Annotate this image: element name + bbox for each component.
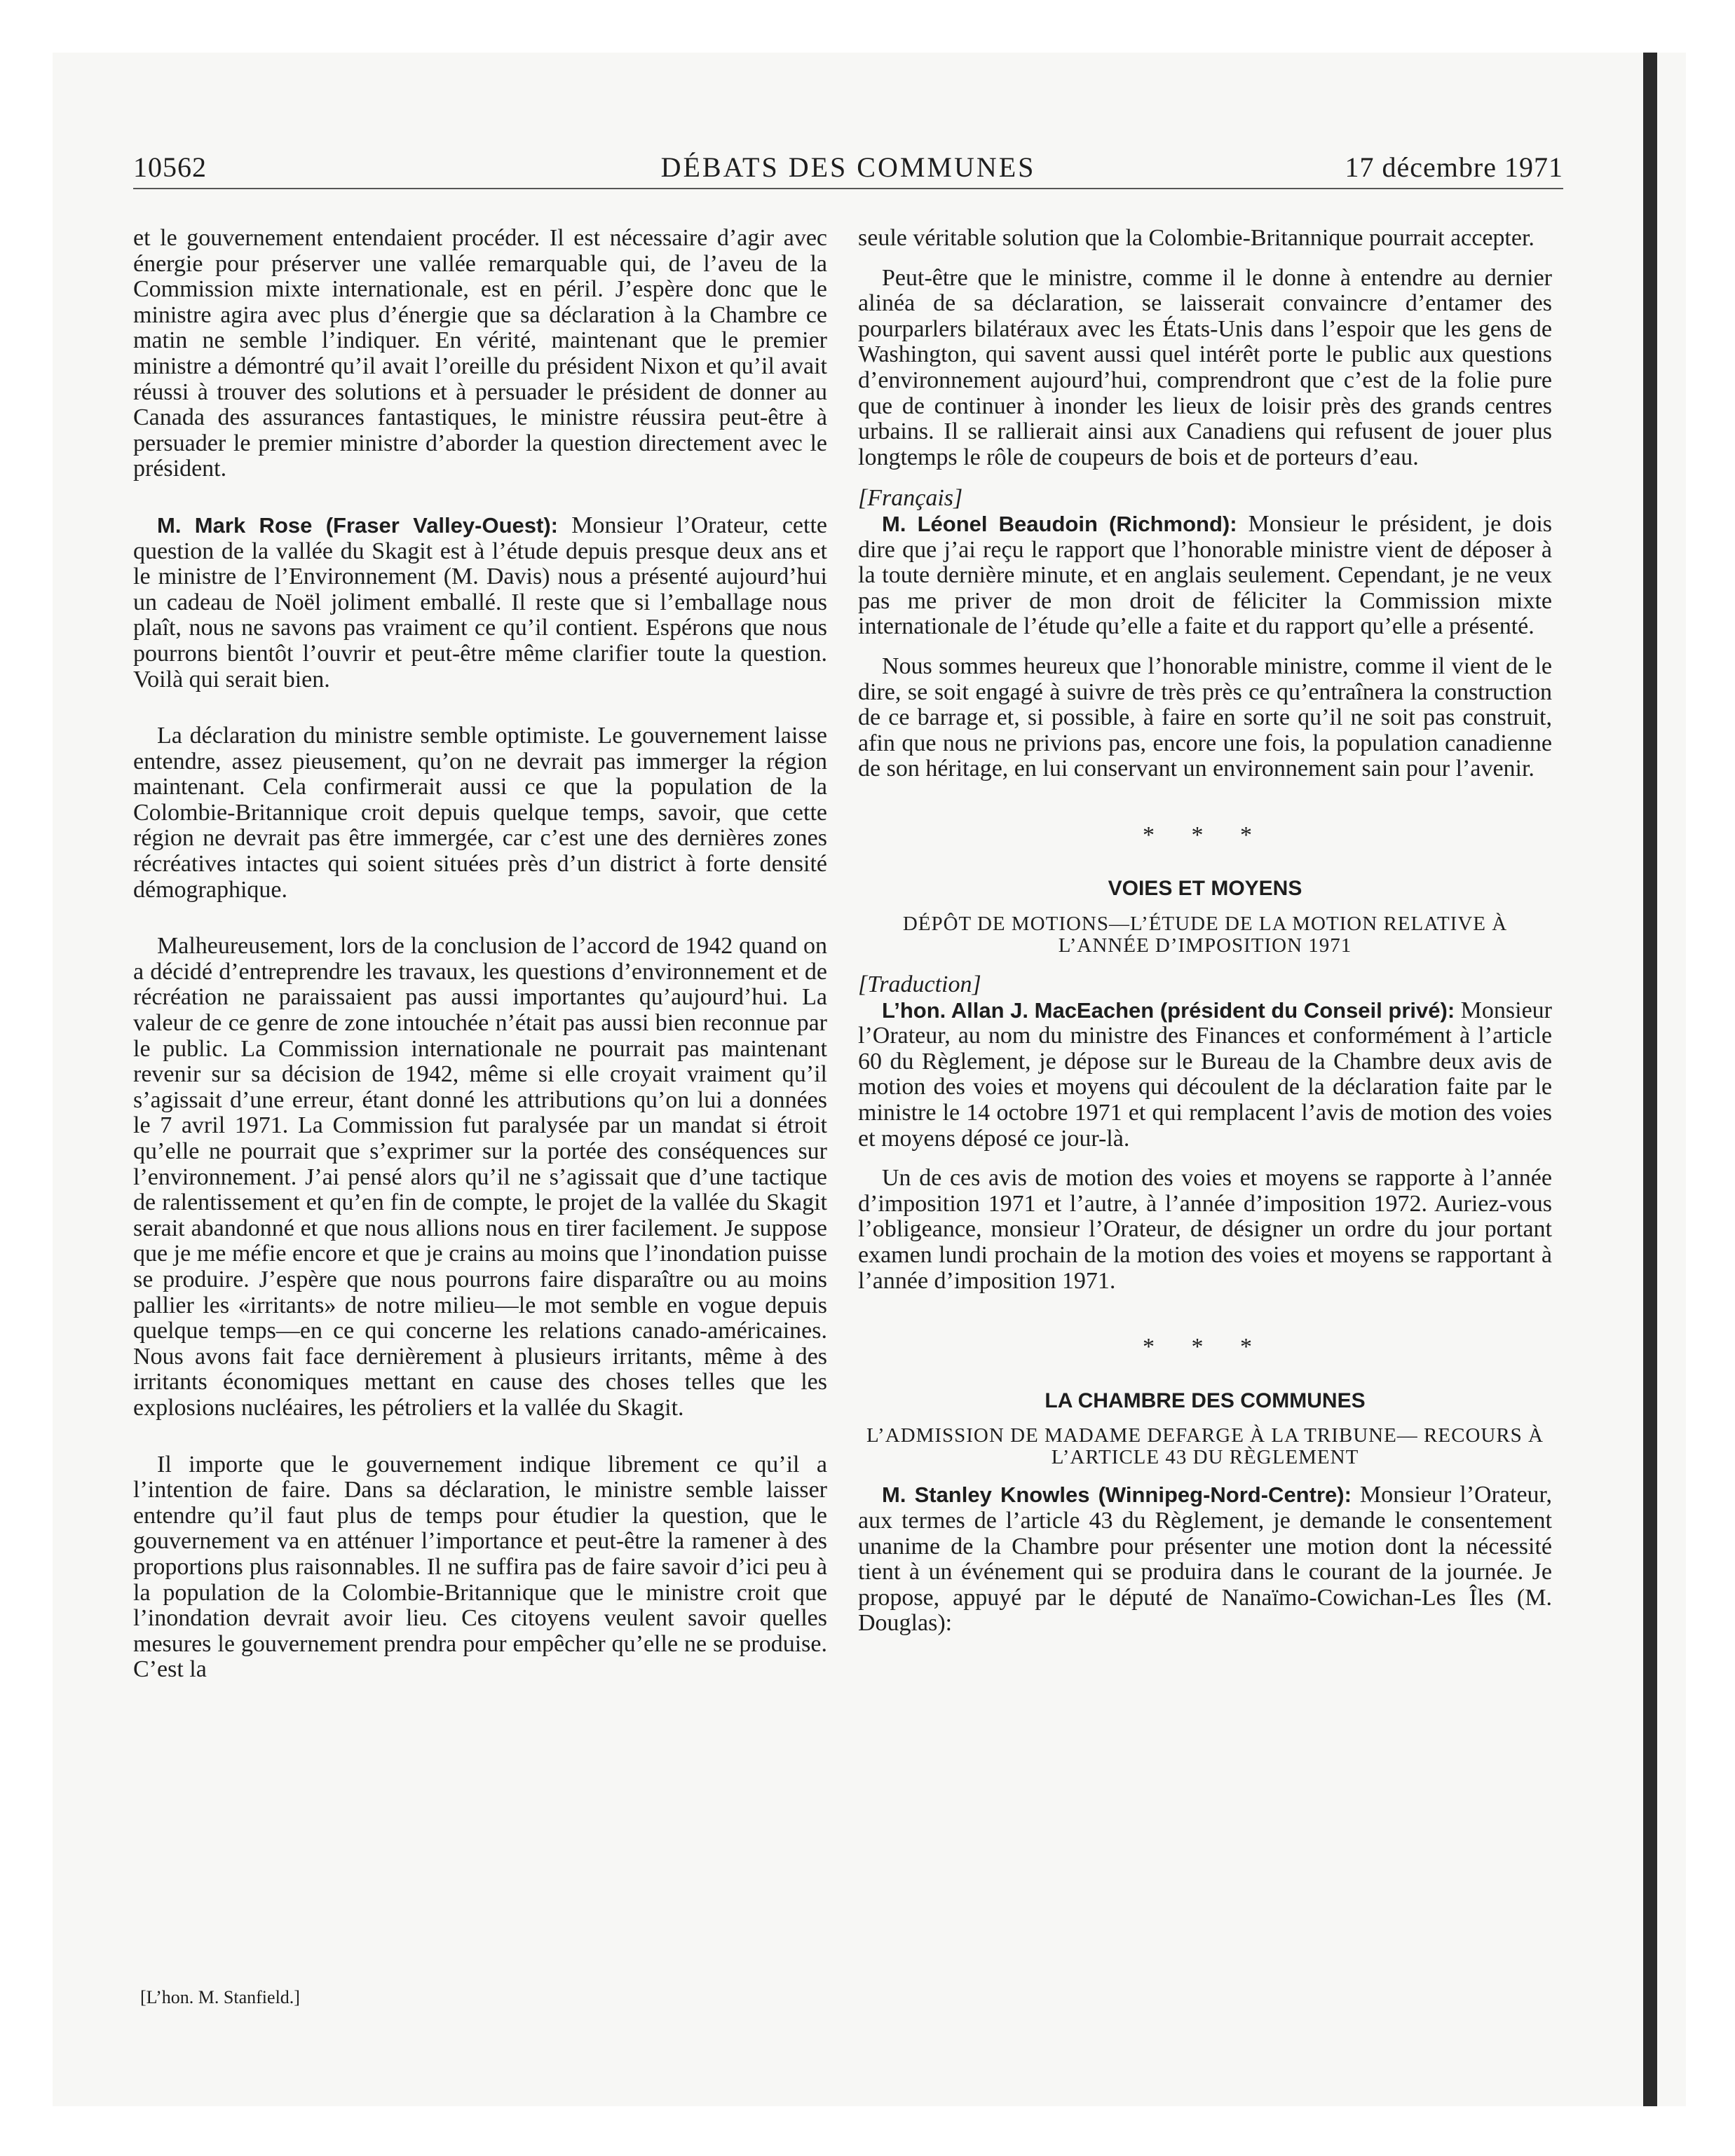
- language-note: [Traduction]: [858, 971, 981, 998]
- paragraph: Un de ces avis de motion des voies et moyens se rapporte à l’année d’imposition 1971 et l’autre, à l’année d’imposition 1972. Auriez-vous l’obligeance, monsieur l’Orateur, de désigner un ordre du jour portant examen lundi prochain de la motion des voies et moyens se rapportant à l’année d’imposition 1971.: [858, 1165, 1552, 1294]
- page-header: [133, 146, 1563, 189]
- paragraph: Il importe que le gouvernement indique librement ce qu’il a l’intention de faire. Dans sa déclaration, le ministre semble laisser entendre qu’il faut plus de temps pour étudier la question, que le gouvernement va en atténuer l’importance et peut-être la ramener à des proportions plus raisonnables. Il ne suffira pas de faire savoir d’ici peu à la population de la Colombie-Britannique que le ministre croit que l’inondation devrait avoir lieu. Ces citoyens veulent savoir quelles mesures le gouvernement prendra pour empêcher qu’elle ne se produise. C’est la: [133, 1451, 827, 1683]
- section-heading: LA CHAMBRE DES COMMUNES: [1045, 1389, 1366, 1412]
- speech-text: Monsieur l’Orateur, aux termes de l’article 43 du Règlement, je demande le consentement unanime de la Chambre pour présenter une motion dont la nécessité tient à un événement qui se produira dans le courant de la journée. Je propose, appuyé par le député de Nanaïmo-Cowichan-Les Îles (M. Douglas):: [858, 1482, 1552, 1637]
- publication-title: DÉBATS DES COMMUNES: [660, 151, 1036, 183]
- scan-edge-bar: [1643, 53, 1657, 2106]
- section-separator: * * *: [1143, 821, 1267, 848]
- page-date: 17 décembre 1971: [1345, 151, 1563, 183]
- paragraph: et le gouvernement entendaient procéder. Il est nécessaire d’agir avec énergie pour préserver une vallée remarquable qui, de l’aveu de la Commission mixte internationale, est en péril. J’espère donc que le ministre agira avec plus d’énergie que sa déclaration à la Chambre ce matin ne semble l’indiquer. En vérité, maintenant que le premier ministre a démontré qu’il avait l’oreille du président Nixon et qu’il avait réussi à trouver des solutions et à persuader le président de donner au Canada des assurances fantastiques, le ministre réussira peut-être à persuader le premier ministre d’aborder la question directement avec le président.: [133, 225, 827, 482]
- paragraph: Malheureusement, lors de la conclusion de l’accord de 1942 quand on a décidé d’entreprendre les travaux, les questions d’environnement et de récréation ne paraissaient pas aussi importantes qu’aujourd’hui. La valeur de ce genre de zone intouchée n’était pas aussi bien reconnue par le public. La Commission internationale ne pourrait pas maintenant revenir sur sa décision de 1942, même si elle croyait vraiment qu’il s’agissait d’une erreur, étant donné les attributions qu’on lui a données le 7 avril 1971. La Commission fut paralysée par un mandat si étroit qu’elle ne pourrait que s’exprimer sur la portée des conséquences sur l’environnement. J’ai pensé alors qu’il ne s’agissait que d’une tactique de ralentissement et qu’en fin de compte, le projet de la vallée du Skagit serait abandonné et que nous allions nous en tirer facilement. Je suppose que je me méfie encore et que je crains au moins que l’inondation puisse se produire. J’espère que nous pourrons faire disparaître ou au moins pallier les «irritants» de notre milieu—le mot semble en vogue depuis quelque temps—en ce qui concerne les relations canado-américaines. Nous avons fait face dernièrement à plusieurs irritants, même à des irritants économiques mettant en cause des choses telles que les explosions nucléaires, les pétroliers et la vallée du Skagit.: [133, 933, 827, 1421]
- left-column: [133, 226, 827, 1683]
- speaker-name: L’hon. Allan J. MacEachen (président du Conseil privé):: [882, 997, 1455, 1023]
- speech-paragraph: [858, 998, 1552, 1152]
- paragraph: La déclaration du ministre semble optimiste. Le gouvernement laisse entendre, assez pieusement, qu’on ne devrait pas immerger la région maintenant. Cela confirmerait aussi ce que la population de la Colombie-Britannique croit depuis quelque temps, savoir, que cette région ne devrait pas être immergée, car c’est une des dernières zones récréatives intactes qui soient situées près d’un district à forte densité démographique.: [133, 723, 827, 903]
- speaker-name: M. Stanley Knowles (Winnipeg-Nord-Centre):: [882, 1482, 1352, 1508]
- speech-text: Monsieur l’Orateur, cette question de la vallée du Skagit est à l’étude depuis presque deux ans et le ministre de l’Environnement (M. Davis) nous a présenté aujourd’hui un cadeau de Noël joliment emballé. Il reste que si l’emballage nous plaît, nous ne savons pas vraiment ce qu’il contient. Espérons que nous pourrons bientôt l’ouvrir et peut-être même clarifier toute la question. Voilà qui serait bien.: [133, 512, 827, 692]
- section-subheading: DÉPÔT DE MOTIONS—L’ÉTUDE DE LA MOTION RELATIVE À L’ANNÉE D’IMPOSITION 1971: [902, 913, 1508, 957]
- speaker-name: M. Mark Rose (Fraser Valley-Ouest):: [157, 512, 558, 538]
- section-separator: * * *: [1143, 1334, 1267, 1360]
- speech-text: Monsieur le président, je dois dire que j’ai reçu le rapport que l’honorable ministre vient de déposer à la toute dernière minute, et en anglais seulement. Cependant, je ne veux pas me priver de mon droit de féliciter la Commission mixte internationale de l’étude qu’elle a faite et du rapport qu’elle a présenté.: [858, 510, 1552, 640]
- page-number: 10562: [133, 151, 207, 183]
- language-note: [Français]: [858, 485, 963, 512]
- section-heading: VOIES ET MOYENS: [1108, 877, 1302, 901]
- speech-paragraph: [133, 513, 827, 692]
- right-column: [858, 226, 1552, 1637]
- page-footer-note: [L’hon. M. Stanfield.]: [140, 1987, 300, 2007]
- speaker-name: M. Léonel Beaudoin (Richmond):: [882, 511, 1237, 536]
- speech-paragraph: [858, 512, 1552, 640]
- speech-text: Monsieur l’Orateur, au nom du ministre des Finances et conformément à l’article 60 du Règlement, je dépose sur le Bureau de la Chambre deux avis de motion des voies et moyens qui découlent de la déclaration faite par le ministre le 14 octobre 1971 et qui remplacent l’avis de motion des voies et moyens déposé ce jour-là.: [858, 997, 1552, 1152]
- paragraph: Peut-être que le ministre, comme il le donne à entendre au dernier alinéa de sa déclaration, se laisserait convaincre d’entamer des pourparlers bilatéraux avec les États-Unis dans l’espoir que les gens de Washington, qui savent aussi quel intérêt porte le public aux questions d’environnement aujourd’hui, comprendront que c’est de la folie pure que de continuer à inonder les lieux de loisir près des grands centres urbains. Il se rallierait ainsi aux Canadiens qui refusent de jouer plus longtemps le rôle de coupeurs de bois et de porteurs d’eau.: [858, 264, 1552, 470]
- section-subheading: L’ADMISSION DE MADAME DEFARGE À LA TRIBUNE— RECOURS À L’ARTICLE 43 DU RÈGLEMENT: [866, 1424, 1544, 1469]
- paragraph: seule véritable solution que la Colombie-Britannique pourrait accepter.: [858, 225, 1535, 251]
- speech-paragraph: [858, 1482, 1552, 1637]
- paragraph: Nous sommes heureux que l’honorable ministre, comme il vient de le dire, se soit engagé à suivre de très près ce qu’entraînera la construction de ce barrage et, si possible, à faire en sorte qu’il ne soit pas construit, afin que nous ne privions pas, encore une fois, la population canadienne de son héritage, en lui conservant un environnement sain pour l’avenir.: [858, 653, 1552, 782]
